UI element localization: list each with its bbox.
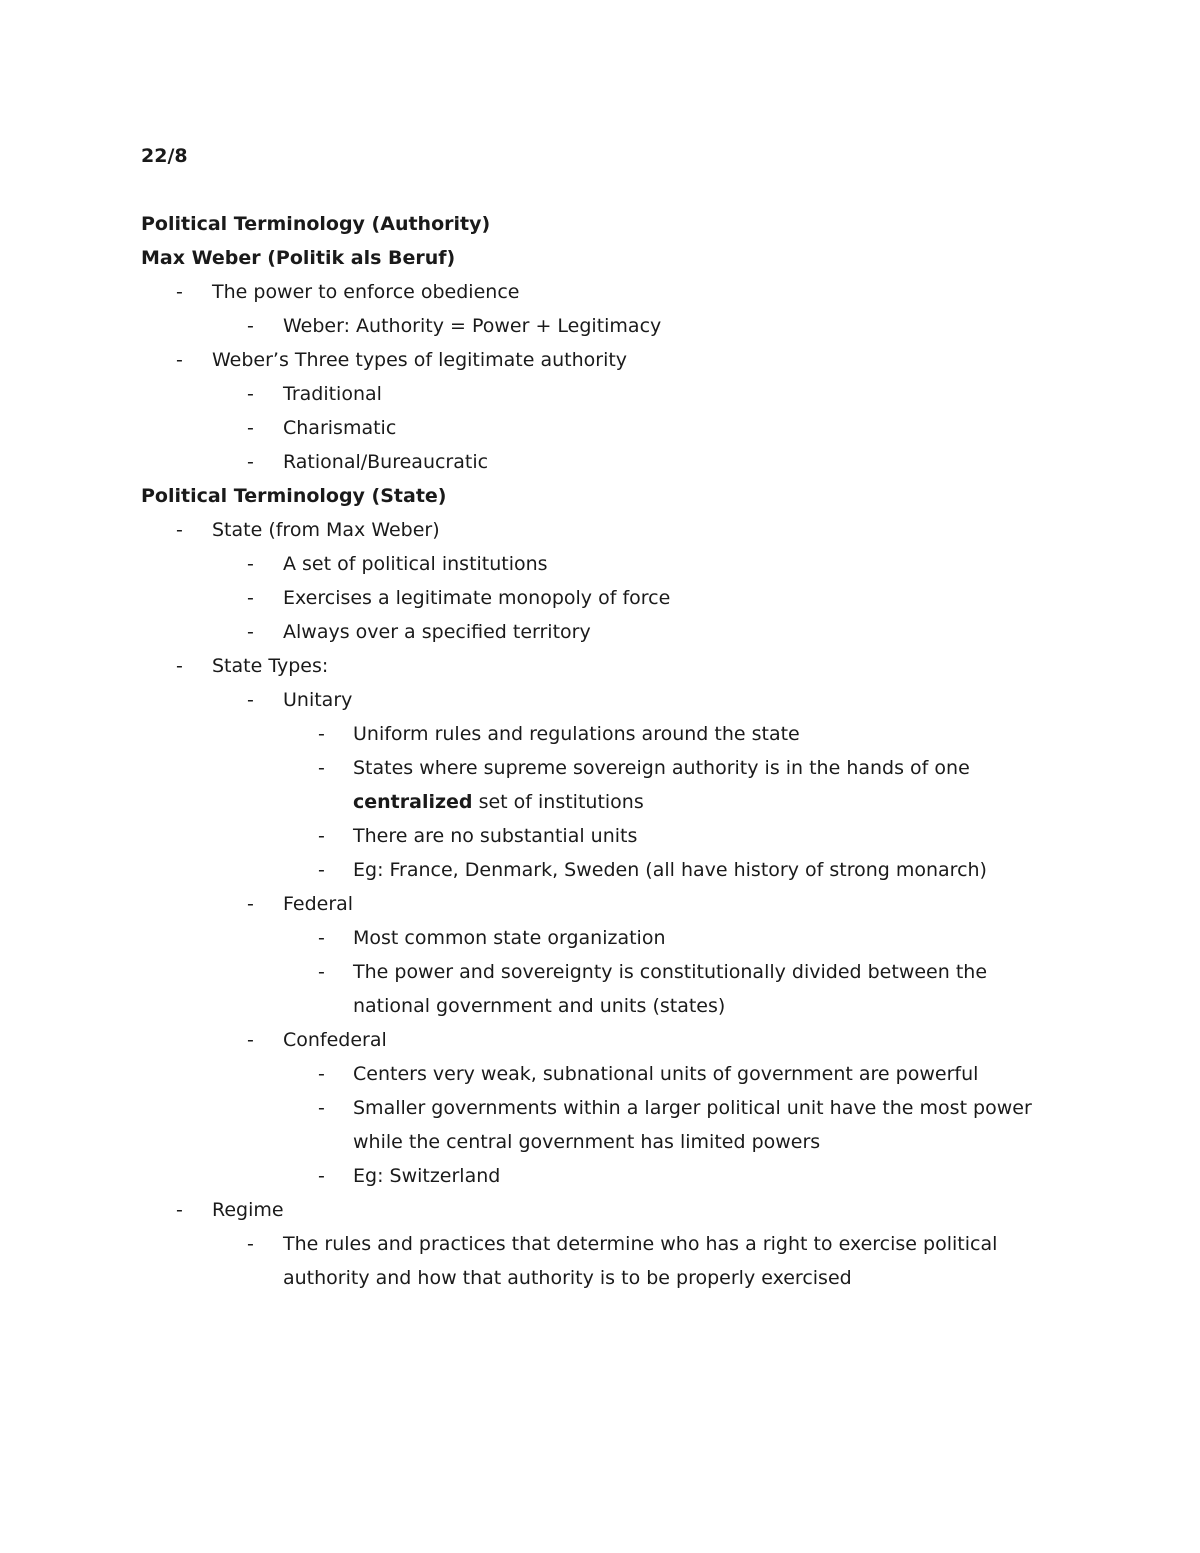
list-item-text: set of institutions [472,791,644,813]
bullet-dash: - [176,1199,183,1221]
list-item-text: Eg: Switzerland [353,1165,501,1187]
heading-authority: Political Terminology (Authority) [141,213,491,235]
bullet-dash: - [247,451,254,473]
date-label: 22/8 [141,145,188,167]
bullet-dash: - [176,281,183,303]
bullet-dash: - [247,587,254,609]
list-item-text: Centers very weak, subnational units of government are powerful [353,1063,979,1085]
list-item-text: Exercises a legitimate monopoly of force [283,587,671,609]
bullet-dash: - [318,1165,325,1187]
list-item-text: There are no substantial units [353,825,638,847]
bullet-dash: - [247,315,254,337]
bullet-dash: - [318,825,325,847]
list-item-text: Traditional [283,383,382,405]
list-item-text: Weber’s Three types of legitimate authority [212,349,628,371]
emphasis-text: centralized [353,791,473,813]
list-item [141,615,1061,649]
list-item [141,1023,1061,1057]
bullet-dash: - [247,1029,254,1051]
list-item-text: State (from Max Weber) [212,519,440,541]
bullet-dash: - [247,689,254,711]
bullet-dash: - [247,553,254,575]
list-item-continuation: national government and units (states) [353,995,726,1017]
bullet-dash: - [318,927,325,949]
list-item [141,1057,1061,1091]
bullet-dash: - [318,1097,325,1119]
list-item-text: Charismatic [283,417,397,439]
bullet-dash: - [318,723,325,745]
bullet-dash: - [176,519,183,541]
list-item [141,819,1061,853]
list-item [141,853,1061,887]
bullet-dash: - [247,1233,254,1255]
list-item [141,649,1061,683]
list-item [141,275,1061,309]
bullet-dash: - [318,859,325,881]
list-item [141,1159,1061,1193]
list-item-text: State Types: [212,655,329,677]
bullet-dash: - [247,621,254,643]
list-item [141,513,1061,547]
list-item [141,343,1061,377]
list-item-text: Regime [212,1199,284,1221]
list-item-text: The power to enforce obedience [212,281,520,303]
notes-body [141,207,1061,1295]
list-item-text: Always over a specified territory [283,621,591,643]
bullet-dash: - [176,655,183,677]
list-item-text: Smaller governments within a larger political unit have the most power [353,1097,1032,1119]
list-item [141,921,1061,955]
list-item [141,887,1061,921]
list-item-text: States where supreme sovereign authority is in the hands of one [353,757,970,779]
list-item-text: The power and sovereignty is constitutionally divided between the [353,961,988,983]
bullet-dash: - [247,383,254,405]
list-item-text: Most common state organization [353,927,666,949]
list-item-continuation: while the central government has limited powers [353,1131,821,1153]
list-item-continuation: authority and how that authority is to be properly exercised [283,1267,852,1289]
list-item [141,955,1061,989]
list-item [141,1227,1061,1261]
heading-state: Political Terminology (State) [141,485,447,507]
list-item-text: Rational/Bureaucratic [283,451,489,473]
bullet-dash: - [247,893,254,915]
list-item-continuation [141,785,1061,819]
list-item [141,309,1061,343]
heading-max-weber: Max Weber (Politik als Beruf) [141,247,456,269]
list-item [141,445,1061,479]
bullet-dash: - [318,757,325,779]
list-item [141,1193,1061,1227]
list-item-text: The rules and practices that determine who has a right to exercise political [283,1233,998,1255]
list-item-text: Weber: Authority = Power + Legitimacy [283,315,662,337]
list-item-text: Federal [283,893,354,915]
list-item [141,683,1061,717]
list-item-text: Confederal [283,1029,387,1051]
list-item [141,717,1061,751]
list-item-text: Unitary [283,689,353,711]
bullet-dash: - [318,1063,325,1085]
list-item [141,377,1061,411]
list-item [141,411,1061,445]
list-item-text: Eg: France, Denmark, Sweden (all have history of strong monarch) [353,859,987,881]
bullet-dash: - [176,349,183,371]
bullet-dash: - [247,417,254,439]
list-item-text: A set of political institutions [283,553,548,575]
list-item [141,547,1061,581]
bullet-dash: - [318,961,325,983]
list-item [141,751,1061,785]
list-item [141,581,1061,615]
list-item [141,1091,1061,1125]
list-item-text: Uniform rules and regulations around the state [353,723,800,745]
